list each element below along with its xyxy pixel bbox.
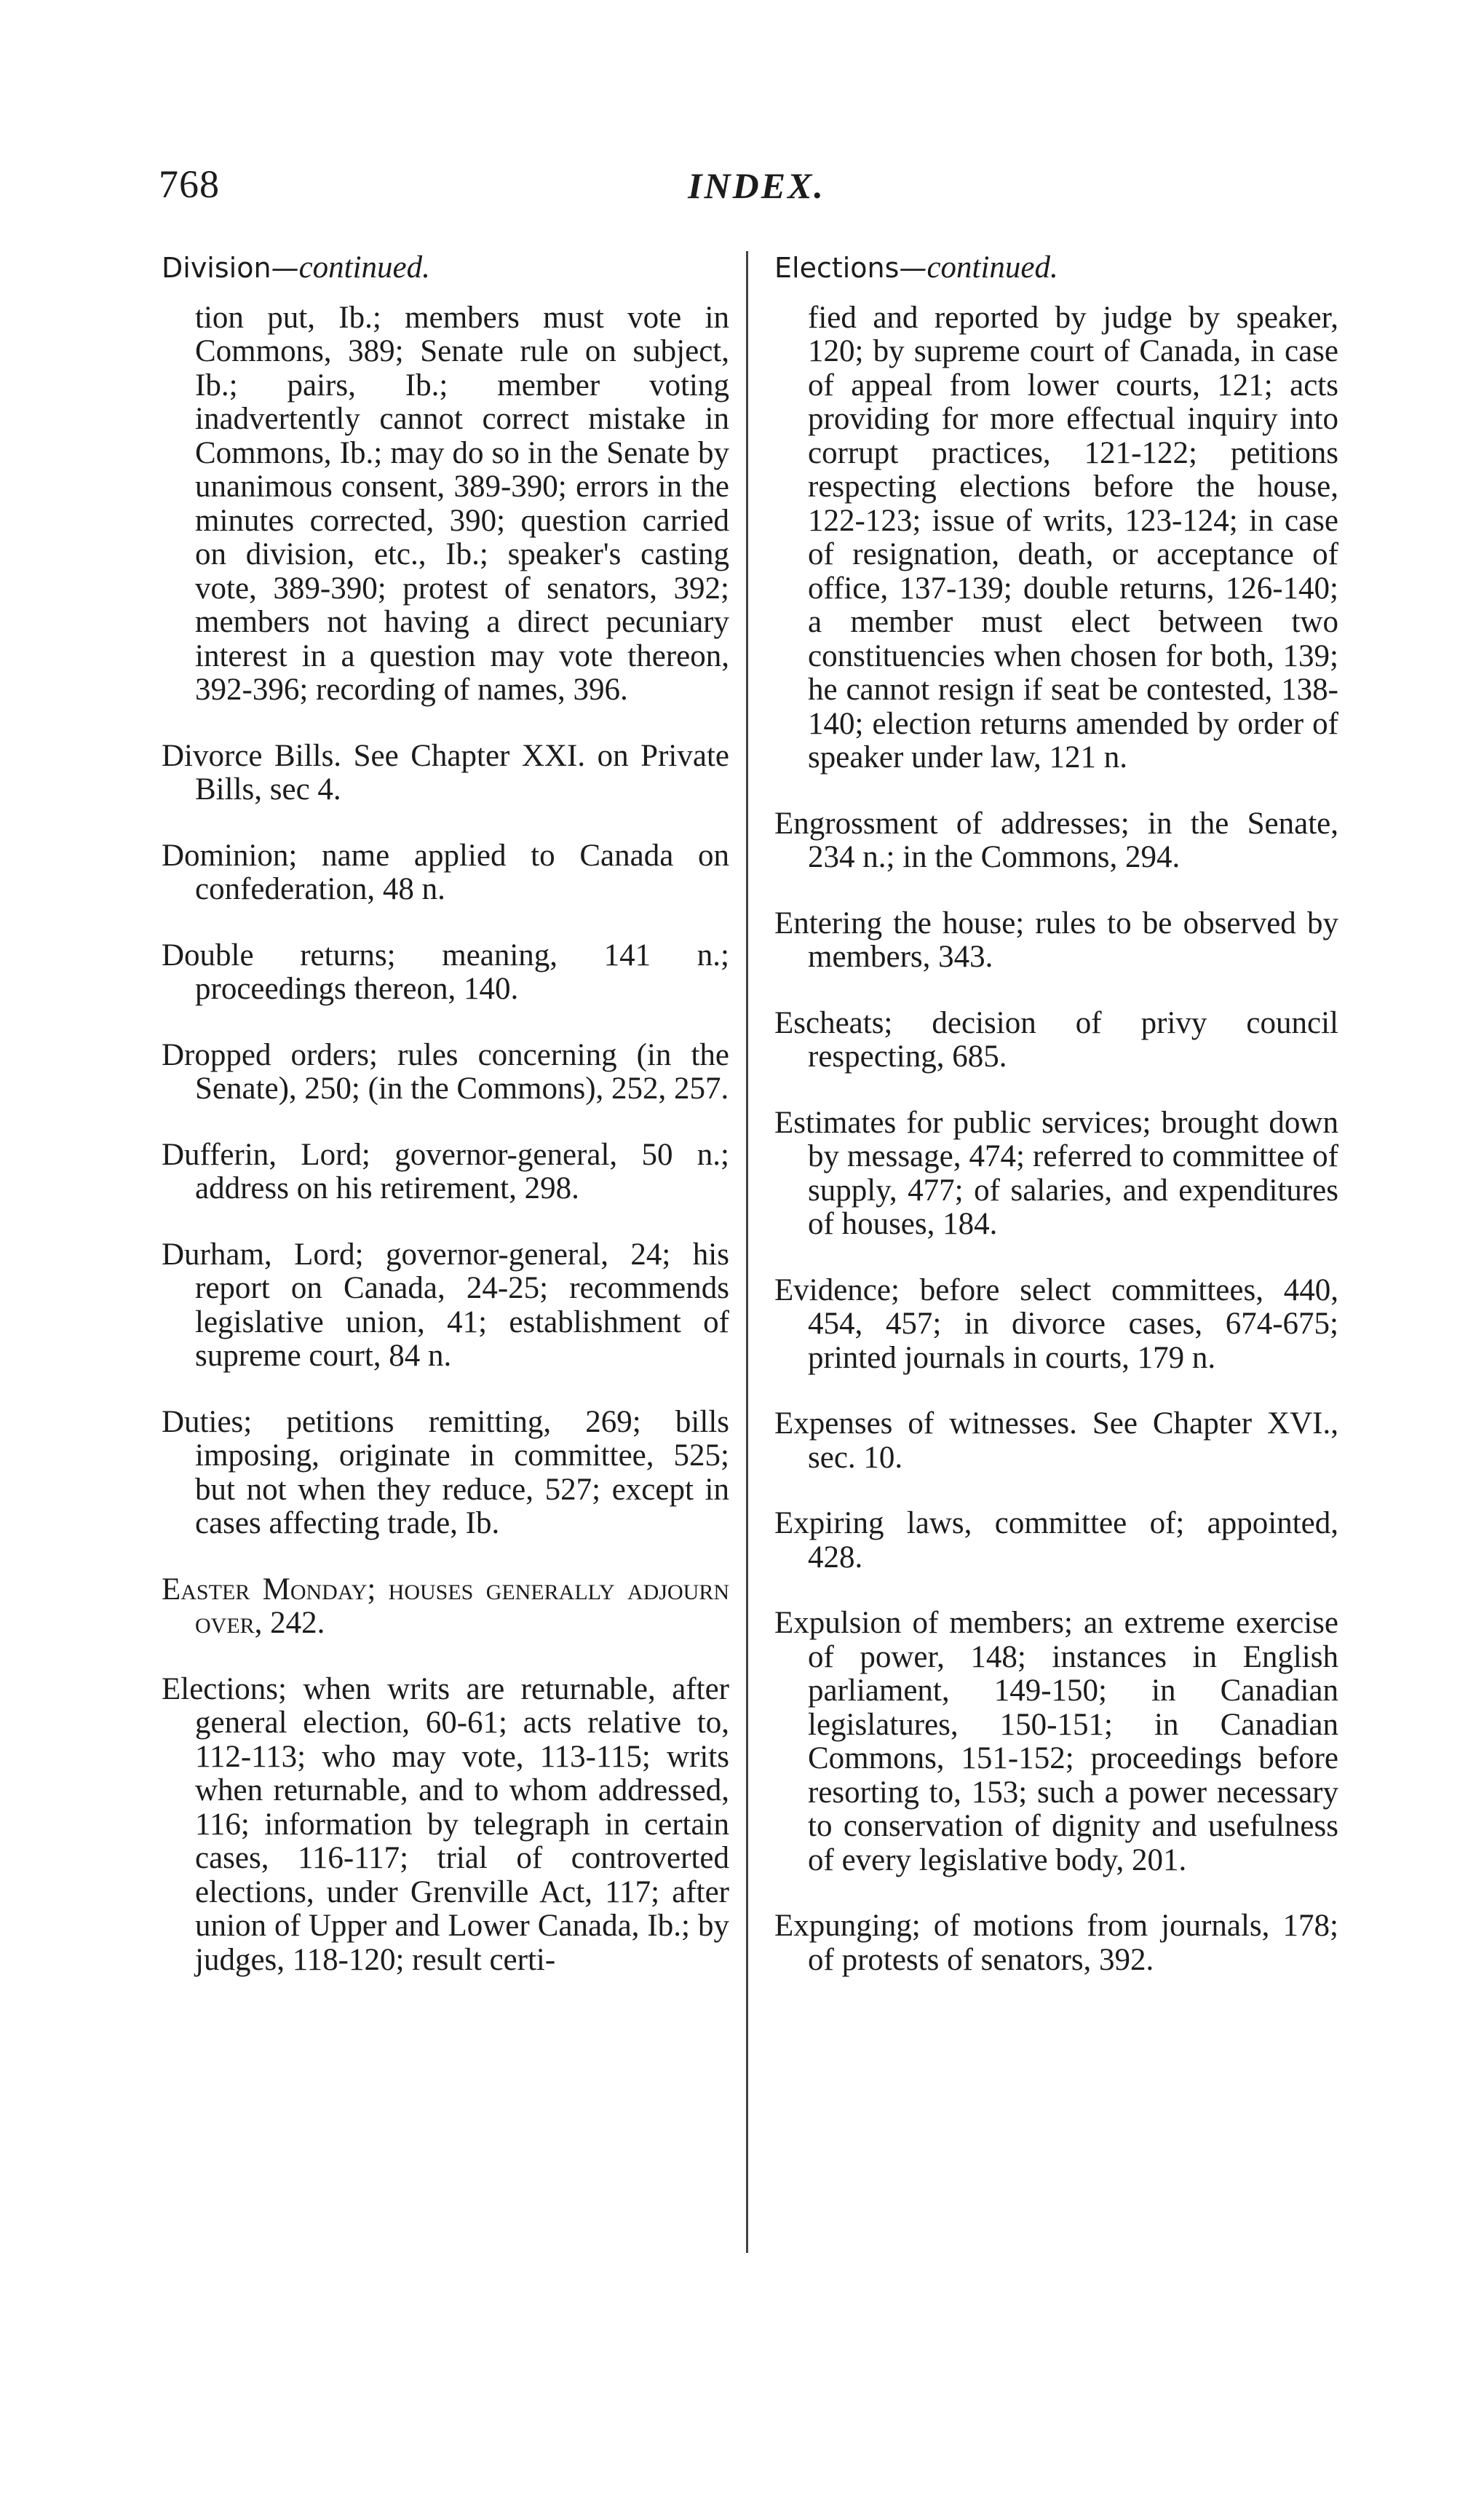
index-entry-dufferin: Dufferin, Lord; governor-general, 50 n.; address on his retirement, 298. (162, 1137, 729, 1205)
continued-entry-text: tion put, Ib.; members must vote in Commons, 389; Senate rule on subject, Ib.; pairs, Ib.; member voting inadvertently cannot correct mistake in Commons, Ib.; may do so in the Senate by unanimous consent, 389-390; errors in the minutes corrected, 390; question carried on division, etc., Ib.; speaker's casting vote, 389-390; protest of senators, 392; members not having a direct pecuniary interest in a question may vote thereon, 392-396; recording of names, 396. (195, 300, 729, 707)
index-entry-expiring: Expiring laws, committee of; appointed, 428. (774, 1506, 1338, 1575)
index-entry-elections: Elections; when writs are returnable, after general election, 60-61; acts relative to, 112-113; who may vote, 113-115; writs when returnable, and to whom addressed, 116; information by telegraph in certain cases, 116-117; trial of controverted elections, under Grenville Act, 117; after union of Upper and Lower Canada, Ib.; by judges, 118-120; result certi- (162, 1671, 729, 1977)
continued-heading (162, 251, 729, 285)
index-entry-expulsion: Expulsion of members; an extreme exercise of power, 148; instances in English parliament, 149-150; in Canadian legislatures, 150-151; in Canadian Commons, 151-152; proceedings before resorting to, 153; such a power necessary to conservation of dignity and usefulness of every legislative body, 201. (774, 1606, 1338, 1877)
index-entry-entering: Entering the house; rules to be observed by members, 343. (774, 906, 1338, 974)
page-number: 768 (159, 162, 220, 206)
index-entry-duties: Duties; petitions remitting, 269; bills imposing, originate in committee, 525; but not when they reduce, 527; except in cases affecting trade, Ib. (162, 1404, 729, 1540)
index-entry-expenses: Expenses of witnesses. See Chapter XVI., sec. 10. (774, 1406, 1338, 1475)
index-entry-dominion: Dominion; name applied to Canada on confederation, 48 n. (162, 838, 729, 906)
index-entry-evidence: Evidence; before select committees, 440, 454, 457; in divorce cases, 674-675; printed journals in courts, 179 n. (774, 1272, 1338, 1375)
column-divider (746, 251, 748, 2253)
index-entry-escheats: Escheats; decision of privy council respecting, 685. (774, 1005, 1338, 1074)
index-entry-durham: Durham, Lord; governor-general, 24; his report on Canada, 24-25; recommends legislative union, 41; establishment of supreme court, 84 n. (162, 1237, 729, 1373)
index-entry-easter-monday: Easter Monday; houses generally adjourn over, 242. (162, 1572, 729, 1640)
running-head: INDEX. (688, 165, 825, 206)
index-entry-divorce: Divorce Bills. See Chapter XXI. on Private Bills, sec 4. (162, 738, 729, 807)
continued-entry-text: fied and reported by judge by speaker, 120; by supreme court of Canada, in case of appeal from lower courts, 121; acts providing for more effectual inquiry into corrupt practices, 121-122; petitions respecting elections before the house, 122-123; issue of writs, 123-124; in case of resignation, death, or acceptance of office, 137-139; double returns, 126-140; a member must elect between two constituencies when chosen for both, 139; he cannot resign if seat be contested, 138-140; election returns amended by order of speaker under law, 121 n. (808, 300, 1338, 775)
index-entry-engrossment: Engrossment of addresses; in the Senate, 234 n.; in the Commons, 294. (774, 806, 1338, 874)
index-entry-expunging: Expunging; of motions from journals, 178; of protests of senators, 392. (774, 1909, 1338, 1977)
continued-heading (774, 251, 1338, 285)
continued-label: continued. (298, 250, 430, 285)
right-column (774, 251, 1338, 2009)
continued-label: continued. (926, 250, 1058, 285)
index-entry-dropped-orders: Dropped orders; rules concerning (in the Senate), 250; (in the Commons), 252, 257. (162, 1037, 729, 1106)
left-column (162, 251, 729, 2009)
continued-headword: Division— (162, 252, 299, 284)
index-entry-double-returns: Double returns; meaning, 141 n.; proceedings thereon, 140. (162, 938, 729, 1006)
index-entry-estimates: Estimates for public services; brought down by message, 474; referred to committee of supply, 477; of salaries, and expenditures of houses, 184. (774, 1105, 1338, 1241)
continued-headword: Elections— (774, 252, 927, 284)
